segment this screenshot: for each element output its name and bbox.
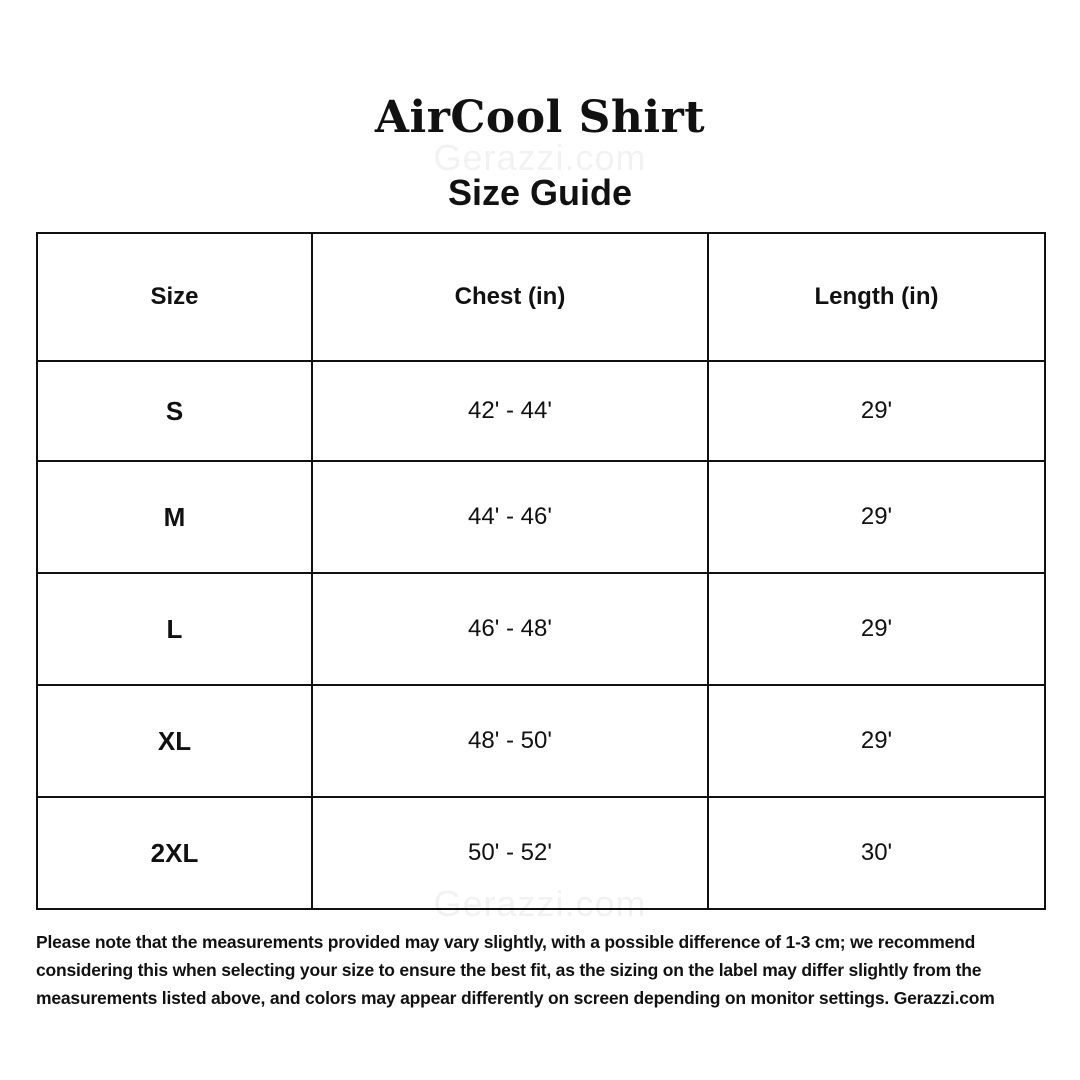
- chest-cell: 48' - 50': [312, 685, 708, 797]
- length-cell: 29': [708, 361, 1045, 461]
- table-row: [37, 573, 1045, 685]
- table-row: [37, 797, 1045, 909]
- size-cell: L: [37, 573, 312, 685]
- size-cell: M: [37, 461, 312, 573]
- size-cell: S: [37, 361, 312, 461]
- disclaimer-note: Please note that the measurements provided may vary slightly, with a possible difference of 1-3 cm; we recommend considering this when selecting your size to ensure the best fit, as the sizing on the label may differ slightly from the measurements listed above, and colors may appear differently on screen depending on monitor settings. Gerazzi.com: [36, 932, 995, 1008]
- column-header-size: Size: [37, 233, 312, 361]
- size-cell: 2XL: [37, 797, 312, 909]
- chest-cell: 42' - 44': [312, 361, 708, 461]
- size-cell: XL: [37, 685, 312, 797]
- chest-cell: 50' - 52': [312, 797, 708, 909]
- column-header-chest: Chest (in): [312, 233, 708, 361]
- size-table: [36, 232, 1046, 910]
- table-row: [37, 685, 1045, 797]
- length-cell: 29': [708, 685, 1045, 797]
- length-cell: 30': [708, 797, 1045, 909]
- length-cell: 29': [708, 461, 1045, 573]
- chest-cell: 46' - 48': [312, 573, 708, 685]
- length-cell: 29': [708, 573, 1045, 685]
- table-row: [37, 361, 1045, 461]
- chest-cell: 44' - 46': [312, 461, 708, 573]
- page-subtitle: Size Guide: [447, 172, 633, 213]
- watermark-bottom: Gerazzi.com: [433, 883, 647, 924]
- page-title: AirCool Shirt: [374, 92, 706, 143]
- table-row: [37, 461, 1045, 573]
- watermark-top: Gerazzi.com: [433, 137, 647, 178]
- column-header-length: Length (in): [708, 233, 1045, 361]
- table-header-row: [37, 233, 1045, 361]
